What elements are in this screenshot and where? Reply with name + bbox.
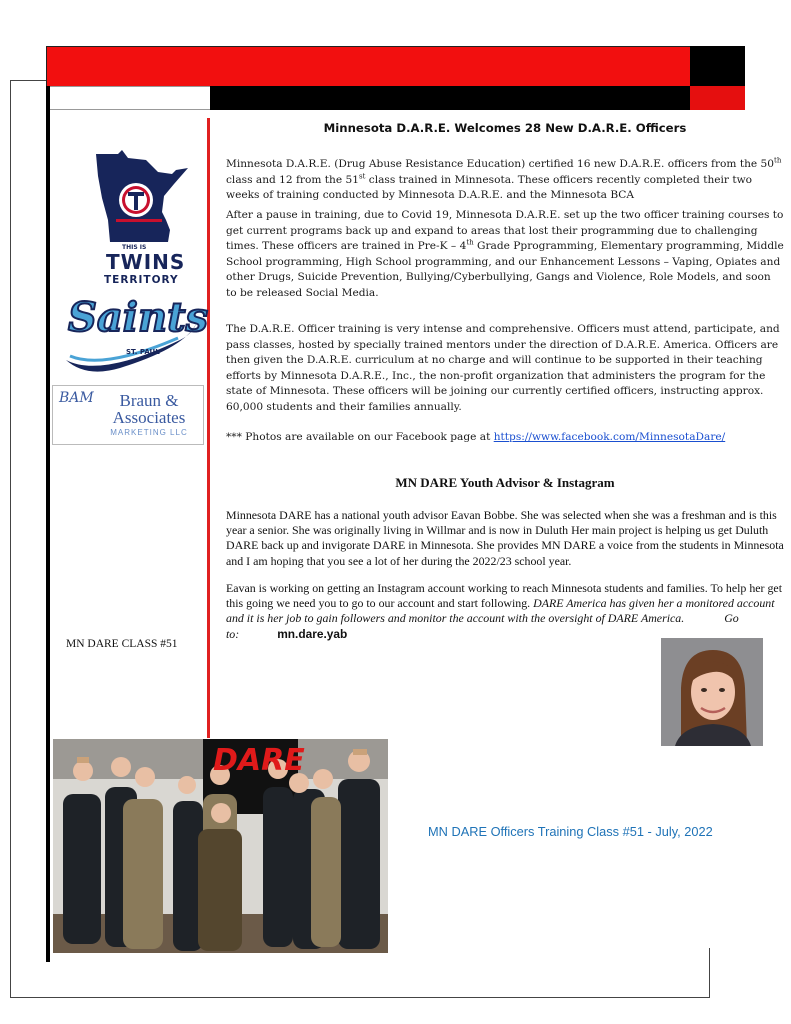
instagram-paragraph: Eavan is working on getting an Instagram account working to reach Minnesota students and families. To help her get this going we need you to go to our account and start following. DARE America has given her a monitored account and it is her job to gain followers and monitor the account with the oversight of DARE America. Go to: mn.dare.yab [226,581,783,641]
st-paul-saints-logo [60,290,209,382]
column-divider [207,118,210,738]
saints-city: ST. PAUL [126,348,160,356]
header-black-bar [210,86,690,110]
frame-line-right [709,948,710,998]
left-black-rule [46,86,50,962]
dare-banner-text: DARE [213,743,305,778]
braun-name: Braun & Associates [112,391,186,427]
header-blank-strip [50,86,210,110]
twins-line3: TERRITORY [104,274,179,286]
youth-advisor-portrait [661,638,763,746]
photo-caption: MN DARE Officers Training Class #51 - July, 2022 [428,824,713,839]
braun-subtitle: MARKETING LLC [110,428,188,437]
portrait-graphic [661,638,763,746]
frame-line-bottom [10,997,710,998]
paragraph-training-resume: After a pause in training, due to Covid 19, Minnesota D.A.R.E. set up the two officer training courses to get current programs back up and expand to areas that lost their programming due to challenging times. These officers are trained in Pre-K – 4th Grade Pprogramming, Elementary programming, Middle School programming, High School programming, and our Enhancement Lessons – Vaping, Opiates and other Drugs, Suicide Prevention, Bullying/Cyberbullying, Gangs and Violence, Role Models, and soon to be released Social Media. [226,209,784,299]
youth-advisor-paragraph: Minnesota DARE has a national youth advisor Eavan Bobbe. She was selected when she was a freshman and is this year a senior. She was originally living in Willmar and is now in Duluth Her main project is helping us get Duluth DARE back up and invigorate DARE in Minnesota. She provides MN DARE a voice from the students in Minnesota and I am hoping that you see a lot of her during the 2022/23 school year. [226,508,784,568]
facebook-link[interactable]: https://www.facebook.com/MinnesotaDare/ [493,431,726,443]
frame-line-top [10,80,46,81]
saints-wordmark: Saints [68,294,209,341]
header-red-block [690,86,745,110]
braun-monogram: BAM [59,390,94,406]
youth-advisor-heading: MN DARE Youth Advisor & Instagram [395,475,615,490]
header-black-block [690,46,745,86]
braun-associates-logo [52,385,204,445]
twins-line2: TWINS [106,250,186,274]
paragraph-certification: Minnesota D.A.R.E. (Drug Abuse Resistance Education) certified 16 new D.A.R.E. officers from the 50th class and 12 from the 51st class trained in Minnesota. These officers recently completed their two weeks of training conducted by Minnesota D.A.R.E. and the Minnesota BCA [226,156,782,202]
twins-territory-logo [88,150,200,290]
header-red-bar [46,46,691,87]
officers-group-photo [53,739,388,953]
paragraph-training-details: The D.A.R.E. Officer training is very intense and comprehensive. Officers must attend, participate, and pass classes, hosted by specially trained mentors under the direction of D.A.R.E. America. Officers are then given the D.A.R.E. curriculum at no charge and will continue to be supported in their teaching efforts by Minnesota D.A.R.E., Inc., the non-profit organization that administers the program for the state of Minnesota. These officers will be joining our currently certified officers, instructing approx. 60,000 students and their families annually. [226,323,780,413]
paragraph-photos: *** Photos are available on our Facebook page at https://www.facebook.com/MinnesotaDare/ [226,431,726,443]
class-caption: MN DARE CLASS #51 [66,638,178,650]
instagram-handle: mn.dare.yab [277,626,348,641]
article-title: Minnesota D.A.R.E. Welcomes 28 New D.A.R.E. Officers [323,121,687,135]
frame-line-left [10,80,11,998]
twins-line1: THIS IS [122,244,147,251]
